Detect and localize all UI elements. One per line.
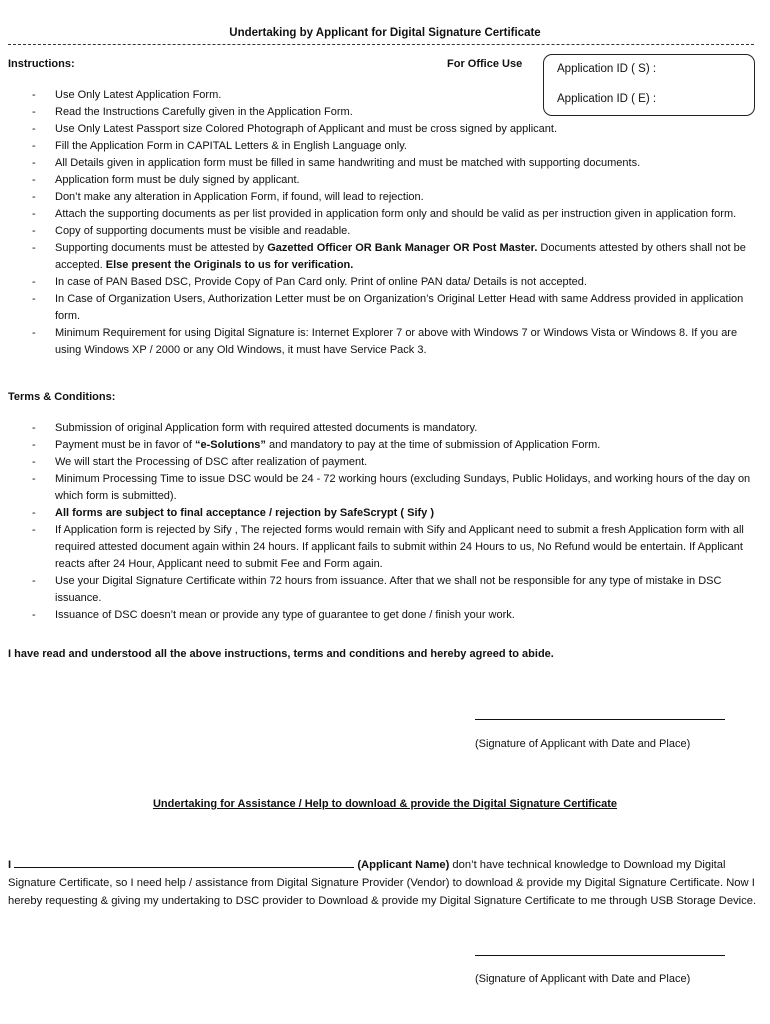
application-id-s: Application ID ( S) : — [557, 63, 657, 75]
terms-label: Terms & Conditions: — [8, 391, 116, 403]
instruction-item-text: Copy of supporting documents must be visible and readable. — [55, 225, 351, 237]
instruction-item-text: Minimum Requirement for using Digital Signature is: Internet Explorer 7 or above with Windows 7 or Windows Vista or Windows 8. If you are using Windows XP / 2000 or any Old Windows, it must have Service Pack 3. — [55, 327, 738, 356]
undertaking-body: don’t have technical knowledge to Download my Digital Signature Certificate, so I need help / assistance from Digital Signature Provider (Vendor) to download & provide my Digital Signature Certificate. Now I hereby requesting & giving my undertaking to DSC provider to Download & provide my Digital Signature Certificate to me through USB Storage Device. — [8, 859, 757, 907]
term-item-text: We will start the Processing of DSC after realization of payment. — [55, 456, 368, 468]
applicant-name-blank — [14, 857, 354, 868]
term-item — [0, 420, 760, 437]
instruction-item-text: In Case of Organization Users, Authorization Letter must be on Organization’s Original Letter Head with same Address provided in application form. — [55, 293, 744, 322]
instruction-item-text: Use Only Latest Application Form. — [55, 89, 222, 101]
instruction-item-text: Read the Instructions Carefully given in the Application Form. — [55, 106, 353, 118]
instruction-item — [0, 121, 760, 138]
undertaking-paragraph — [8, 856, 763, 910]
office-use-label: For Office Use — [447, 58, 523, 70]
terms-list — [0, 420, 760, 624]
page-title: Undertaking by Applicant for Digital Signature Certificate — [229, 27, 541, 39]
instruction-item-text: Attach the supporting documents as per list provided in application form only and should be valid as per instruction given in application form. — [55, 208, 737, 220]
dashed-divider — [8, 44, 754, 45]
term-item — [0, 437, 760, 454]
instruction-item — [0, 104, 760, 121]
term-item-bold: All forms are subject to final acceptance / rejection by SafeScrypt ( Sify ) — [55, 507, 435, 519]
instruction-item — [0, 223, 760, 240]
instruction-item — [0, 189, 760, 206]
application-id-e: Application ID ( E) : — [557, 93, 657, 105]
term-item-text: Issuance of DSC doesn’t mean or provide any type of guarantee to get done / finish your work. — [55, 609, 515, 621]
instruction-item-bold: Gazetted Officer OR Bank Manager OR Post Master. — [267, 242, 538, 254]
instruction-item-text: In case of PAN Based DSC, Provide Copy of Pan Card only. Print of online PAN data/ Details is not accepted. — [55, 276, 587, 288]
instructions-label: Instructions: — [8, 58, 75, 70]
instruction-item — [0, 325, 760, 359]
term-item-text: Submission of original Application form with required attested documents is mandatory. — [55, 422, 478, 434]
signature-line-2 — [475, 955, 725, 956]
instruction-item — [0, 138, 760, 155]
signature-caption-2: (Signature of Applicant with Date and Place) — [475, 973, 691, 985]
instruction-item — [0, 155, 760, 172]
term-item-text: Use your Digital Signature Certificate within 72 hours from issuance. After that we shall not be responsible for any type of mistake in DSC issuance. — [55, 575, 722, 604]
term-item — [0, 454, 760, 471]
instruction-item — [0, 206, 760, 223]
instruction-item — [0, 291, 760, 325]
signature-line-1 — [475, 719, 725, 720]
applicant-name-label: (Applicant Name) — [357, 859, 450, 871]
term-item-text: If Application form is rejected by Sify , The rejected forms would remain with Sify and Applicant need to submit a fresh Application form with all required attested document again within 24 hours. If applicant fails to submit within 24 Hours to us, No Refund would be entertain. If Applicant reacts after 24 Hour, Applicant need to submit Fee and Form again. — [55, 524, 744, 570]
term-item — [0, 471, 760, 505]
instruction-item — [0, 274, 760, 291]
agreement-statement: I have read and understood all the above instructions, terms and conditions and hereby agreed to abide. — [8, 648, 554, 660]
instructions-list — [0, 87, 760, 359]
instruction-item-text: Application form must be duly signed by applicant. — [55, 174, 300, 186]
instruction-item-pre: Supporting documents must be attested by — [55, 242, 268, 254]
term-item-bold: “e-Solutions” — [195, 439, 266, 451]
term-item-text: Minimum Processing Time to issue DSC would be 24 - 72 working hours (excluding Sundays, Public Holidays, and working hours of the day on which form is submitted). — [55, 473, 751, 502]
term-item — [0, 522, 760, 573]
instruction-item — [0, 87, 760, 104]
term-item — [0, 607, 760, 624]
instruction-item-text: All Details given in application form must be filled in same handwriting and must be matched with supporting documents. — [55, 157, 641, 169]
instruction-item-text: Fill the Application Form in CAPITAL Letters & in English Language only. — [55, 140, 407, 152]
term-item — [0, 505, 760, 522]
undertaking-prefix: I — [8, 859, 12, 871]
term-item — [0, 573, 760, 607]
instruction-item-text: Use Only Latest Passport size Colored Photograph of Applicant and must be cross signed by applicant. — [55, 123, 558, 135]
term-item-post: and mandatory to pay at the time of submission of Application Form. — [265, 439, 601, 451]
signature-caption-1: (Signature of Applicant with Date and Place) — [475, 738, 691, 750]
instruction-item — [0, 240, 760, 274]
instruction-item-mid: Documents attested by others shall not be accepted. — [55, 242, 746, 271]
term-item-pre: Payment must be in favor of — [55, 439, 196, 451]
undertaking-heading: Undertaking for Assistance / Help to download & provide the Digital Signature Certificate — [152, 798, 618, 810]
instruction-item — [0, 172, 760, 189]
instruction-item-text: Don’t make any alteration in Application Form, if found, will lead to rejection. — [55, 191, 424, 203]
instruction-item-bold2: Else present the Originals to us for verification. — [105, 259, 354, 271]
